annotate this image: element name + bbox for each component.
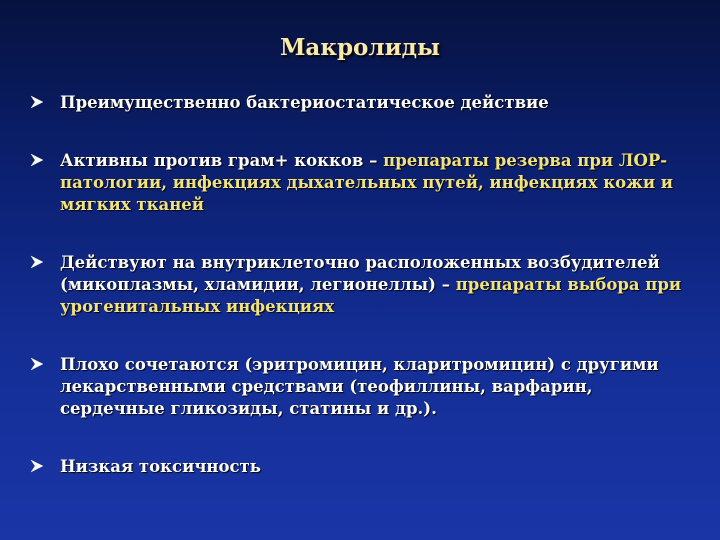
arrowhead-bullet-icon [30, 95, 44, 109]
arrowhead-bullet-icon [30, 357, 44, 371]
slide-title: Макролиды [279, 34, 441, 61]
bullet-list [30, 92, 690, 502]
bullet-item [30, 252, 690, 318]
bullet-item [30, 354, 690, 420]
bullet-highlight: препараты выбора при урогенитальных инфекциях [60, 275, 682, 316]
arrowhead-bullet-icon [30, 153, 44, 167]
bullet-item [30, 92, 690, 114]
arrowhead-bullet-icon [30, 459, 44, 473]
bullet-text: Преимущественно бактериостатическое действие [60, 93, 549, 112]
bullet-item [30, 150, 690, 216]
bullet-highlight: препараты резерва при ЛОР-патологии, инфекциях дыхательных путей, инфекциях кожи и мягких тканей [60, 151, 674, 214]
bullet-text: Низкая токсичность [60, 457, 261, 476]
arrowhead-bullet-icon [30, 255, 44, 269]
bullet-text: Действуют на внутриклеточно расположенных возбудителей (микоплазмы, хламидии, легионеллы) – [60, 253, 660, 294]
bullet-text: Активны против грам+ кокков – [60, 151, 384, 170]
bullet-text: Плохо сочетаются (эритромицин, кларитромицин) с другими лекарственными средствами (теофиллины, варфарин, сердечные гликозиды, статины и др.). [60, 355, 659, 418]
bullet-item [30, 456, 690, 478]
